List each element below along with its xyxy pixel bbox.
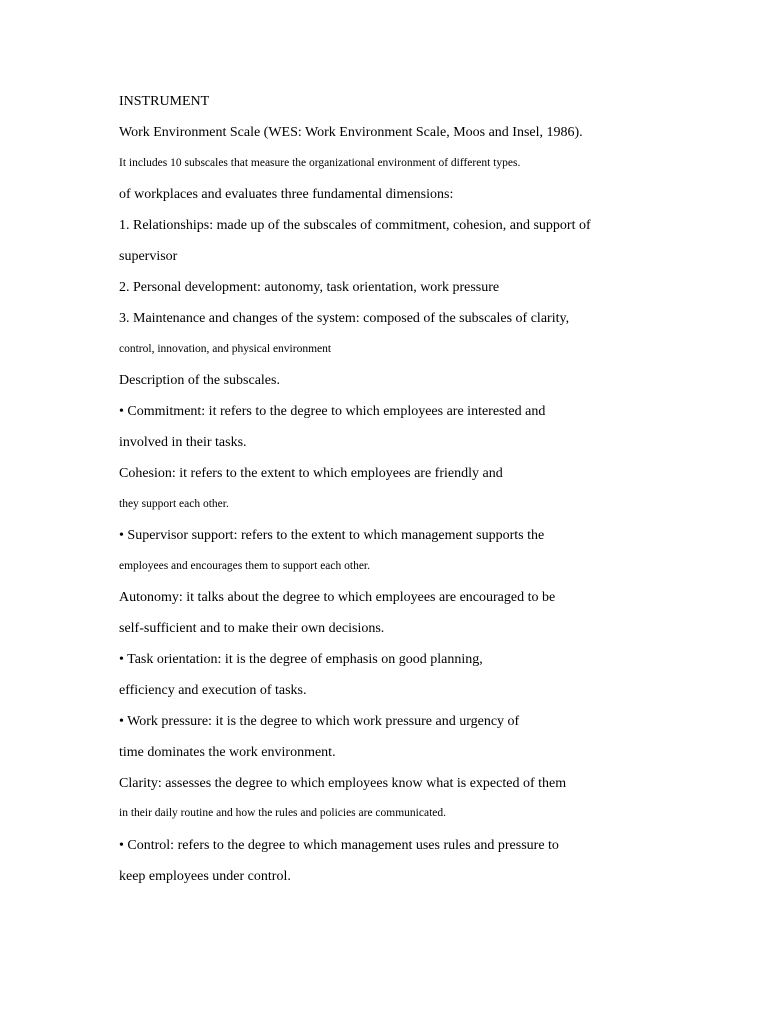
bullet-supervisor-support: • Supervisor support: refers to the extent to which management supports the <box>119 528 545 543</box>
list-item-personal-dev: 2. Personal development: autonomy, task orientation, work pressure <box>119 280 500 295</box>
list-item-relationships: 1. Relationships: made up of the subscales of commitment, cohesion, and support of <box>119 218 591 233</box>
text-line-workplaces: of workplaces and evaluates three fundamental dimensions: <box>119 187 454 202</box>
text-line-efficiency: efficiency and execution of tasks. <box>119 683 307 698</box>
bullet-task-orientation: • Task orientation: it is the degree of emphasis on good planning, <box>119 652 483 667</box>
bullet-commitment: • Commitment: it refers to the degree to which employees are interested and <box>119 404 546 419</box>
text-line-control: control, innovation, and physical environment <box>119 343 332 355</box>
text-line-wes: Work Environment Scale (WES: Work Environment Scale, Moos and Insel, 1986). <box>119 125 583 140</box>
text-line-subscales: It includes 10 subscales that measure the organizational environment of different types. <box>119 157 521 169</box>
text-line-self-sufficient: self-sufficient and to make their own decisions. <box>119 621 385 636</box>
list-item-maintenance: 3. Maintenance and changes of the system: composed of the subscales of clarity, <box>119 311 570 326</box>
text-line-supervisor: supervisor <box>119 249 178 264</box>
text-line-clarity: Clarity: assesses the degree to which employees know what is expected of them <box>119 776 567 791</box>
text-line-autonomy: Autonomy: it talks about the degree to which employees are encouraged to be <box>119 590 556 605</box>
heading-instrument: INSTRUMENT <box>119 94 210 109</box>
text-line-involved: involved in their tasks. <box>119 435 247 450</box>
text-line-support-each: they support each other. <box>119 498 229 510</box>
text-line-keep-employees: keep employees under control. <box>119 869 291 884</box>
text-line-time-dominates: time dominates the work environment. <box>119 745 336 760</box>
bullet-work-pressure: • Work pressure: it is the degree to which work pressure and urgency of <box>119 714 520 729</box>
bullet-control: • Control: refers to the degree to which management uses rules and pressure to <box>119 838 559 853</box>
text-line-employees: employees and encourages them to support each other. <box>119 560 371 572</box>
text-line-daily-routine: in their daily routine and how the rules and policies are communicated. <box>119 807 447 819</box>
section-title-description: Description of the subscales. <box>119 373 280 388</box>
text-line-cohesion: Cohesion: it refers to the extent to which employees are friendly and <box>119 466 503 481</box>
